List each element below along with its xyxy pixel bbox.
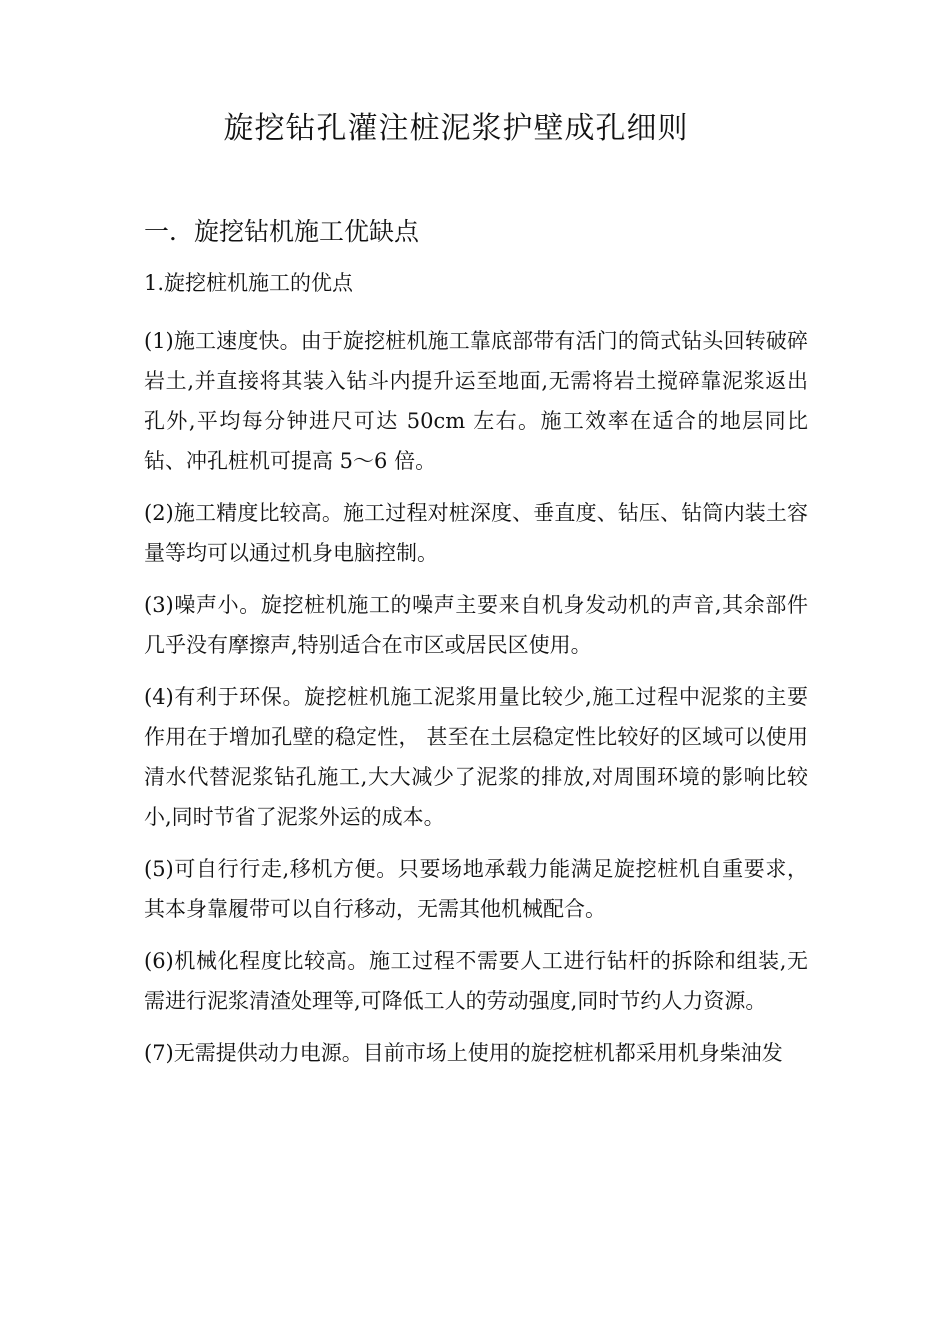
sub-heading: 1.旋挖桩机施工的优点	[144, 271, 354, 295]
paragraph-4: (4)有利于环保。旋挖桩机施工泥浆用量比较少,施工过程中泥浆的主要作用在于增加孔壁的稳定性， 甚至在土层稳定性比较好的区域可以使用清水代替泥浆钻孔施工,大大减少了泥浆的排放,对周围环境的影响比较小,同时节省了泥浆外运的成本。	[144, 685, 808, 829]
paragraph-3: (3)噪声小。旋挖桩机施工的噪声主要来自机身发动机的声音,其余部件几乎没有摩擦声,特别适合在市区或居民区使用。	[144, 593, 808, 657]
paragraph-2: (2)施工精度比较高。施工过程对桩深度、垂直度、钻压、钻筒内装土容量等均可以通过机身电脑控制。	[144, 501, 808, 565]
section-heading: 一．旋挖钻机施工优缺点	[144, 217, 420, 246]
paragraph-1: (1)施工速度快。由于旋挖桩机施工靠底部带有活门的筒式钻头回转破碎岩土,并直接将其装入钻斗内提升运至地面,无需将岩土搅碎靠泥浆返出孔外,平均每分钟进尺可达 50cm 左右。施工效率在适合的地层同比钻、冲孔桩机可提高 5～6 倍。	[144, 329, 808, 473]
body-text	[144, 315, 808, 1079]
paragraph-5: (5)可自行行走,移机方便。只要场地承载力能满足旋挖桩机自重要求， 其本身靠履带可以自行移动，无需其他机械配合。	[144, 857, 808, 921]
paragraph-7: (7)无需提供动力电源。目前市场上使用的旋挖桩机都采用机身柴油发	[144, 1041, 783, 1065]
paragraph-6: (6)机械化程度比较高。施工过程不需要人工进行钻杆的拆除和组装,无需进行泥浆清渣处理等,可降低工人的劳动强度,同时节约人力资源。	[144, 949, 808, 1013]
document-title: 旋挖钻孔灌注桩泥浆护壁成孔细则	[223, 111, 689, 146]
